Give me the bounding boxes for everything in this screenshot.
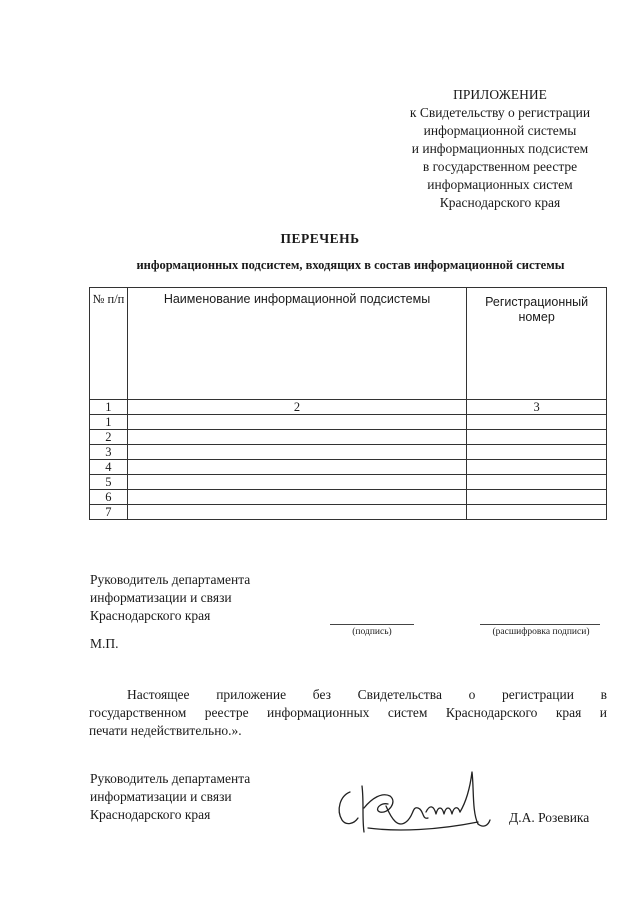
row-number: 6: [90, 490, 128, 505]
row-reg-cell: [467, 460, 607, 475]
signatory-line: информатизации и связи: [90, 590, 232, 605]
row-number: 3: [90, 445, 128, 460]
signature-line: [330, 624, 414, 625]
signature-decode-caption: (расшифровка подписи): [492, 627, 590, 637]
appendix-line: в государственном реестре: [422, 159, 578, 174]
table-row: [90, 460, 607, 475]
row-number: 7: [90, 505, 128, 520]
row-reg-cell: [467, 505, 607, 520]
table-row: [90, 490, 607, 505]
row-name-cell: [127, 490, 466, 505]
column-number: 2: [127, 400, 466, 415]
row-name-cell: [127, 460, 466, 475]
table-header-row: [90, 288, 607, 400]
row-reg-cell: [467, 490, 607, 505]
note-line: печати недействительно.».: [89, 723, 242, 738]
row-name-cell: [127, 415, 466, 430]
row-number: 2: [90, 430, 128, 445]
row-number: 4: [90, 460, 128, 475]
signatory-line: Руководитель департамента: [90, 771, 251, 786]
signatory-line: Краснодарского края: [90, 608, 211, 623]
appendix-line: информационной системы: [423, 123, 577, 138]
validity-note: [89, 686, 607, 740]
table-row: [90, 415, 607, 430]
appendix-line: ПРИЛОЖЕНИЕ: [453, 87, 547, 102]
row-reg-cell: [467, 445, 607, 460]
note-line: Настоящее приложение без Свидетельства о регистрации в: [127, 687, 607, 702]
row-name-cell: [127, 505, 466, 520]
column-number: 1: [90, 400, 128, 415]
appendix-line: к Свидетельству о регистрации: [409, 105, 591, 120]
table-row: [90, 505, 607, 520]
table-row: [90, 475, 607, 490]
row-number: 1: [90, 415, 128, 430]
row-name-cell: [127, 430, 466, 445]
row-name-cell: [127, 475, 466, 490]
appendix-header: [380, 86, 620, 212]
signatory-line: Краснодарского края: [90, 807, 211, 822]
signature-decode-line: [480, 624, 600, 625]
header-name: Наименование информационной подсистемы: [127, 288, 466, 400]
signatory-block-2: [90, 770, 250, 824]
appendix-line: информационных систем: [427, 177, 573, 192]
row-number: 5: [90, 475, 128, 490]
signer-name: Д.А. Розевика: [509, 810, 590, 825]
appendix-line: Краснодарского края: [439, 195, 561, 210]
header-reg: Регистрационный номер: [467, 288, 607, 400]
handwritten-signature: [328, 762, 498, 838]
signatory-block-1: [90, 571, 250, 625]
stamp-place: М.П.: [90, 636, 119, 651]
appendix-line: и информационных подсистем: [411, 141, 589, 156]
row-reg-cell: [467, 475, 607, 490]
table-row: [90, 445, 607, 460]
signature-caption: (подпись): [352, 627, 392, 637]
table-row: [90, 430, 607, 445]
document-title: ПЕРЕЧЕНЬ: [280, 231, 360, 246]
header-num: № п/п: [90, 288, 128, 400]
document-subtitle: информационных подсистем, входящих в состав информационной системы: [136, 258, 565, 272]
note-line: государственном реестре информационных систем Краснодарского края и: [89, 705, 607, 720]
column-number: 3: [467, 400, 607, 415]
row-reg-cell: [467, 415, 607, 430]
row-name-cell: [127, 445, 466, 460]
subsystems-table: [89, 287, 607, 520]
signatory-line: информатизации и связи: [90, 789, 232, 804]
signatory-line: Руководитель департамента: [90, 572, 251, 587]
column-number-row: [90, 400, 607, 415]
row-reg-cell: [467, 430, 607, 445]
